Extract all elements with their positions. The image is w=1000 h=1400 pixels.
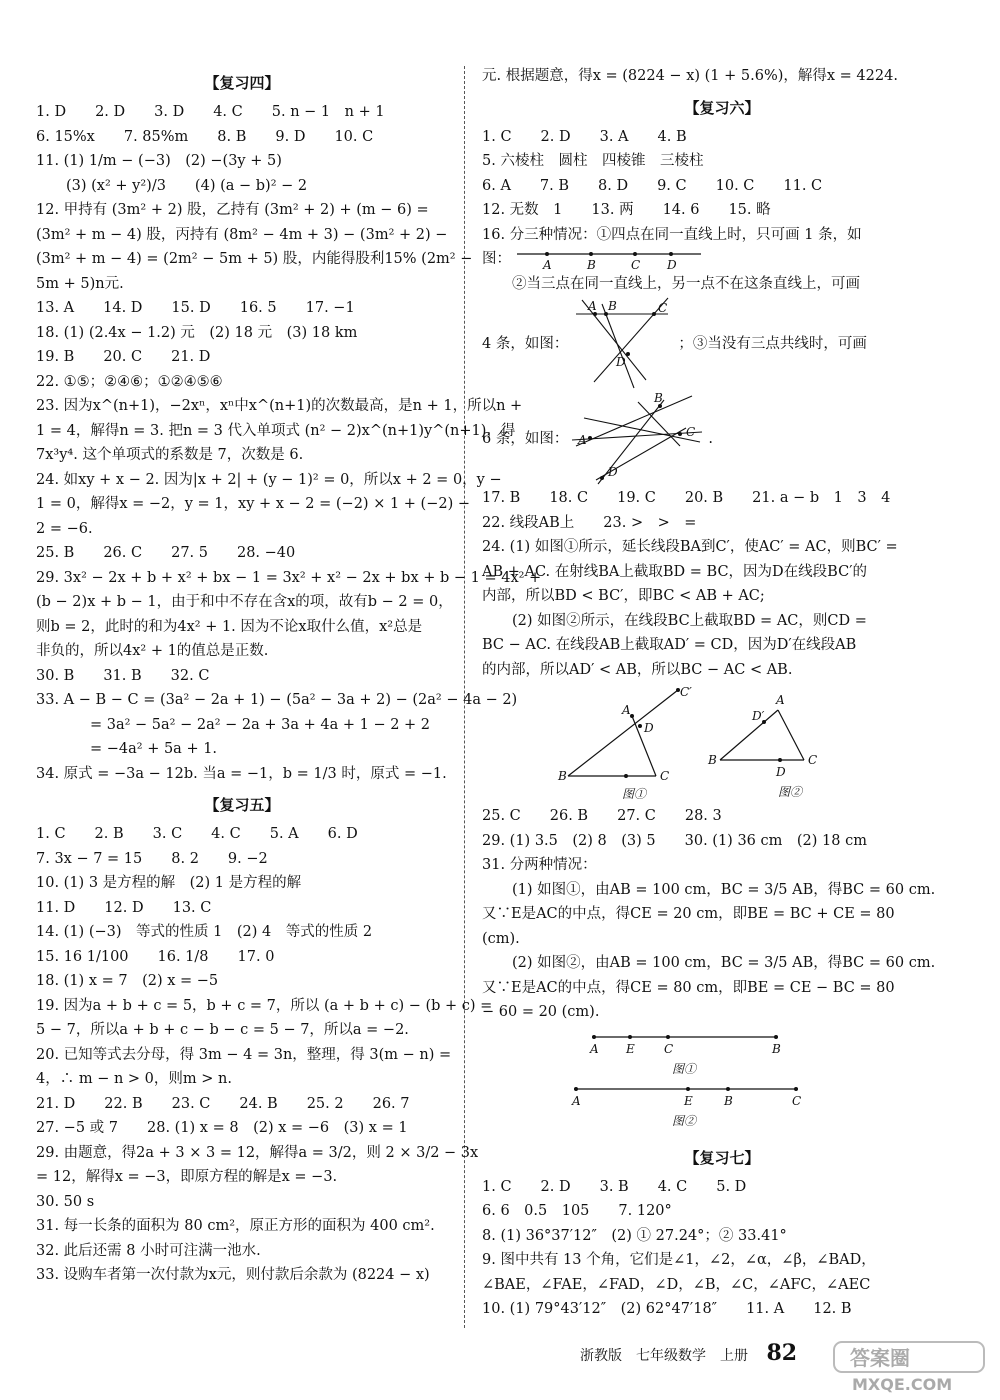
answer-line: 1 = 4，解得n = 3. 把n = 3 代入单项式 (n² − 2)x^(n+1)y^(n+1)，得 [36,422,516,439]
answer-line: ∠BAE，∠FAE，∠FAD，∠D，∠B，∠C，∠AFC，∠AEC [482,1276,871,1293]
book-title: 浙教版 七年级数学 上册 [580,1348,748,1364]
label-d: D [667,258,677,272]
label-c-prime: C′ [680,685,692,699]
segment-figures [482,1027,902,1139]
label-b: B [608,299,618,313]
label-b: B [587,258,596,272]
triangle-figures [482,684,902,802]
answer-line: 12. 无数 1 13. 两 14. 6 15. 略 [482,202,771,218]
heading-review6: 【复习六】 [684,98,760,117]
answer-line: (2) 如图②，由AB = 100 cm，BC = 3/5 AB，得BC = 60 cm. [512,955,936,971]
label-c: C [631,258,641,272]
answer-line: 19. B 20. C 21. D [36,349,211,365]
answer-line: 25. B 26. C 27. 5 28. −40 [36,545,296,561]
answer-line: (2) 如图②所示，在线段BC上截取BD = AC，则CD = [512,612,867,629]
answer-line: 30. B 31. B 32. C [36,667,210,684]
answer-line: 7x³y⁴. 这个单项式的系数是 7，次数是 6. [36,447,304,463]
answer-line: (cm). [482,930,520,947]
answer-line: 22. ①⑤；②④⑥；①②④⑤⑥ [36,373,223,390]
answer-line: (3) (x² + y²)/3 (4) (a − b)² − 2 [66,177,308,194]
answer-line: 1. C 2. B 3. C 4. C 5. A 6. D [36,826,358,842]
answer-line: 18. (1) x = 7 (2) x = −5 [36,973,219,989]
answer-line: 16. 分三种情况：①四点在同一直线上时，只可画 1 条，如 [482,226,862,243]
label-c: C [660,769,670,783]
label-b: B [558,769,567,783]
heading-review7: 【复习七】 [684,1148,760,1167]
answer-line: 32. 此后还需 8 小时可注满一池水. [36,1242,261,1259]
answer-line: 1. D 2. D 3. D 4. C 5. n − 1 n + 1 [36,104,385,120]
answer-line: 则b = 2，此时的和为4x² + 1. 因为不论x取什么值，x²总是 [36,618,423,635]
answer-line: 14. (1) (−3) 等式的性质 1 (2) 4 等式的性质 2 [36,924,373,940]
watermark-url: MXQE.COM [852,1375,953,1394]
answer-line: (1) 如图①，由AB = 100 cm，BC = 3/5 AB，得BC = 60 cm. [512,881,936,898]
label-e: E [626,1041,635,1056]
six-lines-figure [568,392,708,486]
heading-review5: 【复习五】 [204,796,280,814]
answer-line: 11. D 12. D 13. C [36,899,212,916]
answer-line: − 60 = 20 (cm). [482,1004,600,1020]
answer-line: 7. 3x − 7 = 15 8. 2 9. −2 [36,850,268,867]
answer-line: ②当三点在同一直线上，另一点不在这条直线上，可画 [512,275,860,292]
label-a: A [572,1093,581,1108]
label-c: C [658,301,668,315]
label-d-prime: D′ [752,709,765,723]
label-c: C [664,1041,674,1056]
answer-line: 内部，所以BD < BC′，即BC < AB + AC; [482,588,765,604]
answer-line: 10. (1) 3 是方程的解 (2) 1 是方程的解 [36,875,302,891]
collinear-points-figure [511,247,711,271]
answer-line: 5 − 7，所以a + b + c − b − c = 5 − 7，所以a = −2. [36,1022,409,1038]
label-a: A [588,299,598,313]
watermark-logo [830,1340,990,1396]
answer-line: 31. 每一长条的面积为 80 cm²，原正方形的面积为 400 cm². [36,1218,435,1234]
answer-line: BC − AC. 在线段AB上截取AD′ = CD，因为D′在线段AB [482,637,857,653]
label-d: D [776,765,786,779]
label-b: B [708,753,717,767]
answer-line: 6 条，如图： [482,430,569,447]
answer-line: 11. (1) 1/m − (−3) (2) −(3y + 5) [36,153,282,169]
answer-line: 12. 甲持有 (3m² + 2) 股，乙持有 (3m² + 2) + (m − 6) = [36,202,429,218]
right-column [482,64,962,1322]
answer-line: 29. (1) 3.5 (2) 8 (3) 5 30. (1) 36 cm (2) 18 cm [482,832,867,849]
answer-line: (3m² + m − 4) 股，丙持有 (8m² − 4m + 3) − (3m² + 2) − [36,226,448,243]
heading-review4: 【复习四】 [204,74,280,92]
point-b [589,252,593,256]
label-d: D [616,355,626,369]
four-lines-figure [568,296,678,392]
answer-line: AB + AC. 在射线BA上截取BD = BC，因为D在线段BC′的 [482,563,867,580]
answer-line: 图： [482,251,511,267]
label-a: A [543,258,552,272]
answer-line: 20. 已知等式去分母，得 3m − 4 = 3n，整理，得 3(m − n) = [36,1046,452,1063]
label-a: A [622,703,631,717]
answer-line: 24. 如xy + x − 2. 因为|x + 2| + (y − 1)² = 0，所以x + 2 = 0，y − [36,471,502,488]
answer-line: 10. (1) 79°43′12″ (2) 62°47′18″ 11. A 12. B [482,1301,852,1317]
point-a [545,252,549,256]
answer-line: 30. 50 s [36,1193,95,1210]
page-number: 82 [766,1340,798,1366]
answer-line: 1. C 2. D 3. B 4. C 5. D [482,1178,747,1195]
page-footer [580,1340,797,1366]
answer-line: 24. (1) 如图①所示，延长线段BA到C′，使AC′ = AC，则BC′ = [482,539,898,555]
answer-line: 4，∴ m − n > 0，则m > n. [36,1071,232,1087]
answer-line: 31. 分两种情况： [482,857,597,873]
label-c: C [808,753,818,767]
answer-line: 29. 3x² − 2x + b + x² + bx − 1 = 3x² + x² − 2x + bx + b − 1 = 4x² + [36,569,542,586]
label-a: A [578,433,588,447]
label-b: B [724,1093,733,1108]
segment-caption-1: 图① [672,1061,697,1076]
answer-line: 33. A − B − C = (3a² − 2a + 1) − (5a² − 3a + 2) − (2a² − 4a − 2) [36,692,518,708]
label-d: D [644,721,654,735]
answer-line: 25. C 26. B 27. C 28. 3 [482,808,722,824]
answer-line: 33. 设购车者第一次付款为x元，则付款后余款为 (8224 − x) [36,1267,430,1283]
review5-answers [36,822,493,1288]
fig4-row [482,296,962,392]
segment-caption-2: 图② [672,1113,697,1128]
answer-line: 6. A 7. B 8. D 9. C 10. C 11. C [482,177,823,194]
answer-line: 8. (1) 36°37′12″ (2) ① 27.24°；② 33.41° [482,1227,787,1244]
fig6-row [482,392,962,486]
answer-line: 2 = −6. [36,520,93,537]
watermark-text: 答案圈 [850,1346,910,1370]
answer-line: = −4a² + 5a + 1. [90,741,218,757]
answer-line: 22. 线段AB上 23. > > = [482,514,697,531]
answer-line: 5m + 5)n元. [36,275,124,292]
label-c: C [686,425,696,439]
answer-line: 9. 图中共有 13 个角，它们是∠1，∠2，∠α，∠β，∠BAD， [482,1252,876,1268]
label-d: D [608,465,618,479]
collinear-row [482,247,962,272]
label-c: C [792,1093,802,1108]
figure-caption-1: 图① [622,787,647,801]
answer-line: = 3a² − 5a² − 2a² − 2a + 3a + 4a + 1 − 2 + 2 [90,716,431,733]
figure-caption-2: 图② [778,785,803,799]
answer-line: 1 = 0，解得x = −2，y = 1，xy + x − 2 = (−2) × 1 + (−2) − [36,496,470,512]
answer-line: 6. 15%x 7. 85%m 8. B 9. D 10. C [36,128,374,145]
point-d [669,252,673,256]
answer-line: 18. (1) (2.4x − 1.2) 元 (2) 18 元 (3) 18 km [36,324,358,341]
answer-line: 23. 因为x^(n+1)，−2xⁿ，xⁿ中x^(n+1)的次数最高，是n + 1，所以n + [36,398,523,414]
answer-line: 又∵E是AC的中点，得CE = 20 cm，即BE = BC + CE = 80 [482,906,895,922]
answer-line: 34. 原式 = −3a − 12b. 当a = −1，b = 1/3 时，原式 = −1. [36,765,447,782]
answer-line: 5. 六棱柱 圆柱 四棱锥 三棱柱 [482,153,704,169]
answer-line: (3m² + m − 4) = (2m² − 5m + 5) 股，内能得股利15% (2m² − [36,251,473,267]
answer-line: ；③当没有三点共线时，可画 [678,335,867,352]
answer-line: 17. B 18. C 19. C 20. B 21. a − b 1 3 4 [482,490,891,506]
answer-line: 的内部，所以AD′ < AB，所以BC − AC < AB. [482,661,793,678]
label-e: E [684,1093,693,1108]
answer-line: 元. 根据题意，得x = (8224 − x) (1 + 5.6%)，解得x = 4224. [482,68,898,84]
answer-line: 15. 16 1/100 16. 1/8 17. 0 [36,948,275,965]
label-b: B [654,392,664,405]
answer-line: 29. 由题意，得2a + 3 × 3 = 12，解得a = 3/2，则 2 × 3/2 − 3x [36,1144,479,1161]
answer-line: 1. C 2. D 3. A 4. B [482,128,687,145]
label-a: A [776,693,785,707]
answer-line: . [708,430,713,447]
label-b: B [772,1041,781,1056]
answer-line: 21. D 22. B 23. C 24. B 25. 2 26. 7 [36,1095,410,1112]
answer-line: 4 条，如图： [482,335,569,352]
answer-line: 非负的，所以4x² + 1的值总是正数. [36,643,269,659]
point-c [633,252,637,256]
answer-line: = 12，解得x = −3，即原方程的解是x = −3. [36,1169,338,1185]
answer-line: 13. A 14. D 15. D 16. 5 17. −1 [36,300,355,316]
answer-line: (b − 2)x + b − 1，由于和中不存在含x的项，故有b − 2 = 0， [36,594,453,610]
answer-line: 27. −5 或 7 28. (1) x = 8 (2) x = −6 (3) x = 1 [36,1120,408,1136]
answer-line: 6. 6 0.5 105 7. 120° [482,1203,672,1219]
label-a: A [590,1041,599,1056]
answer-line: 又∵E是AC的中点，得CE = 80 cm，即BE = CE − BC = 80 [482,979,895,996]
answer-line: 19. 因为a + b + c = 5，b + c = 7，所以 (a + b + c) − (b + c) = [36,997,493,1014]
